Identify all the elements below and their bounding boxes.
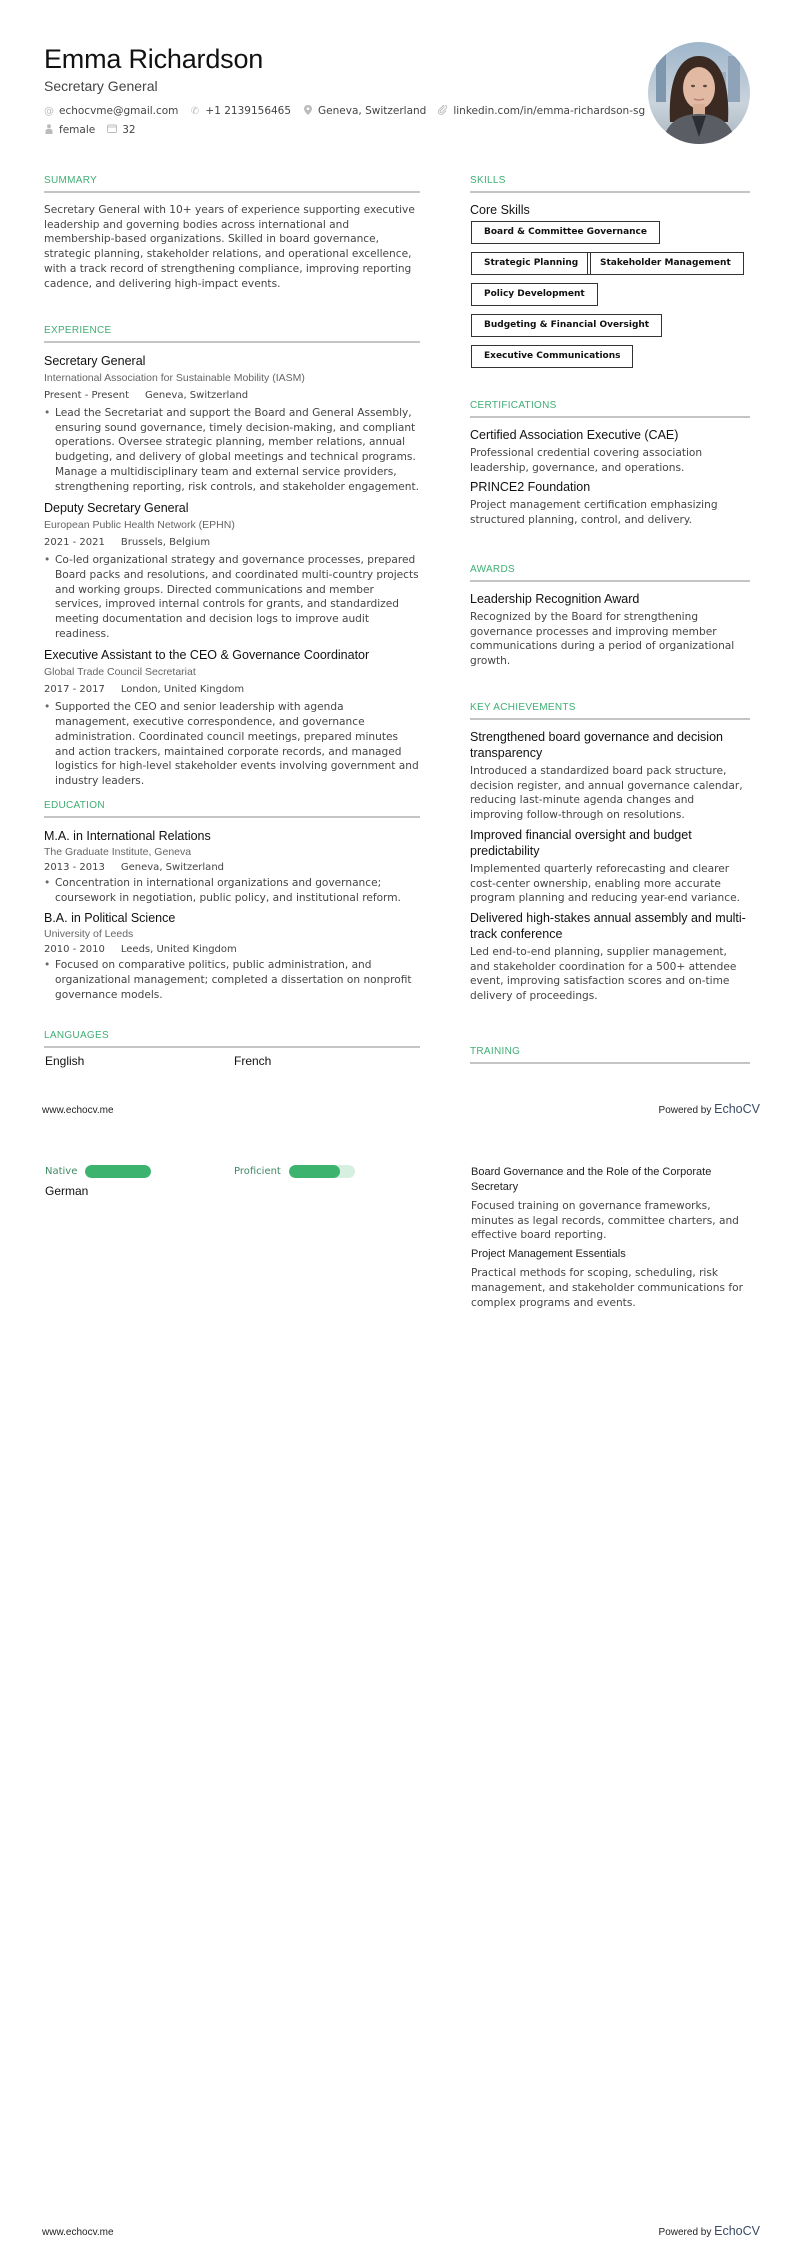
job-location: Brussels, Belgium (120, 537, 211, 549)
job-location: Geneva, Switzerland (145, 390, 249, 401)
footer-powered-by[interactable]: Powered by EchoCV (658, 2224, 760, 2238)
language-level-french: Proficient (234, 1165, 355, 1178)
section-divider (44, 816, 420, 818)
certification-desc: Professional credential covering association leadership, governance, and operations. (470, 447, 703, 474)
job-bullet: • Lead the Secretariat and support the Board and General Assembly, ensuring sound governance, timely decision-making, and compliant operations. Oversee strategic planning, member relations, annual budgeting, and delivery of global meetings and technical programs. Manage a multidisciplinary team and external service providers, strengthening reporting, risk controls, and stakeholder engagement. (44, 407, 419, 493)
skills-heading: SKILLS (470, 175, 506, 186)
education-meta (44, 943, 420, 957)
languages-heading: LANGUAGES (44, 1030, 109, 1041)
certification-item (470, 427, 750, 475)
education-section (44, 800, 420, 1003)
bullet-icon: • (44, 407, 51, 419)
training-items (471, 1165, 751, 1310)
candidate-name: Emma Richardson (44, 44, 264, 74)
contact-age: 32 (107, 124, 135, 136)
job-title: Deputy Secretary General (44, 501, 189, 516)
summary-heading: SUMMARY (44, 175, 98, 186)
job-organization: International Association for Sustainable Mobility (IASM) (44, 372, 305, 384)
achievement-item (470, 729, 750, 823)
education-item (44, 828, 420, 905)
achievements-section (470, 702, 750, 1004)
contact-linkedin[interactable]: linkedin.com/in/emma-richardson-sg (438, 105, 645, 118)
footer-powered-by[interactable]: Powered by EchoCV (658, 1102, 760, 1116)
job-meta (44, 683, 420, 697)
certification-name: Certified Association Executive (CAE) (470, 428, 679, 442)
school-name: University of Leeds (44, 928, 134, 941)
footer-site-link[interactable]: www.echocv.me (42, 2227, 114, 2238)
certification-item (470, 479, 750, 527)
degree-title: M.A. in International Relations (44, 829, 211, 843)
section-divider (470, 416, 750, 418)
education-dates: 2010 - 2010 (44, 944, 105, 956)
contact-gender: female (44, 124, 95, 137)
job-bullet: • Supported the CEO and senior leadership with agenda management, executive correspondence, and governance administration. Coordinated council meetings, prepared minutes and action trackers, maintained corporate records, and managed logistics for high-level stakeholder events involving government and industry leaders. (44, 701, 419, 787)
section-divider (44, 191, 420, 193)
training-item (471, 1165, 751, 1243)
experience-item (44, 353, 420, 494)
training-section (470, 1046, 750, 1064)
skill-chip: Stakeholder Management (587, 252, 744, 275)
language-name-english: English (45, 1054, 85, 1068)
training-title: Board Governance and the Role of the Corporate Secretary (471, 1166, 712, 1193)
degree-title: B.A. in Political Science (44, 911, 176, 926)
summary-section (44, 175, 420, 291)
section-divider (44, 341, 420, 343)
job-dates: 2021 - 2021 (44, 537, 105, 549)
experience-item (44, 500, 420, 641)
education-location: Leeds, United Kingdom (120, 944, 237, 956)
bullet-icon: • (44, 959, 51, 972)
training-title: Project Management Essentials (471, 1248, 626, 1261)
achievement-item (470, 910, 750, 1004)
profile-photo (648, 42, 750, 144)
job-dates: 2017 - 2017 (44, 684, 105, 696)
section-divider (44, 1046, 420, 1048)
awards-section (470, 564, 750, 669)
bullet-icon: • (44, 554, 51, 567)
job-dates: Present - Present (44, 390, 130, 401)
person-icon (44, 124, 53, 137)
skill-chip: Policy Development (471, 283, 598, 306)
skills-section (470, 175, 750, 218)
contact-phone[interactable]: ✆ +1 2139156465 (190, 105, 292, 117)
echocv-brand: EchoCV (714, 2224, 760, 2238)
map-pin-icon (303, 105, 312, 118)
education-heading: EDUCATION (44, 800, 105, 811)
calendar-icon (107, 124, 116, 136)
achievement-item (470, 827, 750, 906)
job-location: London, United Kingdom (120, 684, 245, 696)
training-item (471, 1247, 751, 1310)
certifications-section (470, 400, 750, 528)
language-proficiency-bar (289, 1165, 355, 1178)
link-icon (438, 105, 447, 118)
skills-group-title: Core Skills (470, 203, 530, 217)
achievement-desc: Introduced a standardized board pack structure, decision register, and annual governance calendar, reducing last-minute agenda changes and improving follow-through on resolutions. (470, 765, 743, 822)
phone-icon: ✆ (190, 105, 200, 117)
achievement-desc: Implemented quarterly reforecasting and clearer cost-center ownership, enabling more accurate program planning and reducing year-end variance. (470, 862, 740, 905)
language-proficiency-bar (85, 1165, 151, 1178)
bullet-icon: • (44, 701, 51, 714)
award-desc: Recognized by the Board for strengthening governance processes and improving member communications during a period of organizational growth. (470, 611, 735, 668)
language-name-german: German (45, 1184, 89, 1198)
experience-heading: EXPERIENCE (44, 325, 112, 336)
skill-chip: Executive Communications (471, 345, 633, 368)
footer-site-link[interactable]: www.echocv.me (42, 1105, 114, 1116)
achievement-title: Improved financial oversight and budget predictability (470, 827, 692, 858)
contact-location: Geneva, Switzerland (303, 105, 426, 118)
education-meta (44, 861, 420, 875)
achievements-heading: KEY ACHIEVEMENTS (470, 702, 576, 713)
awards-heading: AWARDS (470, 564, 515, 575)
certifications-heading: CERTIFICATIONS (470, 400, 557, 411)
job-title: Executive Assistant to the CEO & Governance Coordinator (44, 648, 370, 663)
education-bullet: • Concentration in international organizations and governance; coursework in negotiation, public policy, and institutional reform. (44, 877, 401, 904)
training-desc: Focused training on governance frameworks, minutes as legal records, committee charters, and effective board reporting. (471, 1200, 739, 1242)
skill-chip: Budgeting & Financial Oversight (471, 314, 662, 337)
language-level-english: Native (45, 1165, 151, 1178)
job-organization: European Public Health Network (EPHN) (44, 519, 235, 532)
achievement-desc: Led end-to-end planning, supplier management, and stakeholder coordination for a 500+ attendee event, improving satisfaction scores and on-time delivery of proceedings. (470, 945, 737, 1003)
echocv-brand: EchoCV (714, 1102, 760, 1116)
school-name: The Graduate Institute, Geneva (44, 846, 192, 858)
experience-section (44, 325, 420, 789)
certification-name: PRINCE2 Foundation (470, 480, 591, 495)
experience-item (44, 647, 420, 788)
section-divider (470, 718, 750, 720)
contact-row-1 (44, 104, 657, 118)
skill-chip: Strategic Planning (471, 252, 591, 275)
training-heading: TRAINING (470, 1046, 521, 1057)
award-item (470, 591, 750, 669)
education-dates: 2013 - 2013 (44, 862, 105, 873)
job-meta (44, 389, 420, 403)
education-bullet: • Focused on comparative politics, public administration, and organizational management; completed a dissertation on nonprofit governance models. (44, 959, 412, 1001)
contact-email[interactable]: @ echocvme@gmail.com (44, 105, 179, 117)
training-desc: Practical methods for scoping, scheduling, risk management, and stakeholder communications for complex programs and events. (471, 1267, 743, 1309)
certification-desc: Project management certification emphasizing structured planning, control, and delivery. (470, 499, 718, 527)
summary-text: Secretary General with 10+ years of experience supporting executive leadership and governing bodies across international and membership-based organizations. Skilled in board governance, strategic planning, stakeholder relations, and operational excellence, with a track record of strengthening compliance, improving reporting cadence, and delivering high-impact events. (44, 204, 415, 290)
job-title: Secretary General (44, 354, 146, 368)
achievement-title: Delivered high-stakes annual assembly and multi-track conference (470, 910, 746, 941)
education-location: Geneva, Switzerland (120, 862, 224, 873)
job-organization: Global Trade Council Secretariat (44, 666, 196, 679)
job-bullet: • Co-led organizational strategy and governance processes, prepared Board packs and resolutions, and coordinated multi-country projects and working groups. Directed communications and member services, improved internal controls for grants, and standardized meeting documentation and decision logs to improve audit readiness. (44, 554, 419, 640)
contact-row-2 (44, 123, 148, 137)
language-name-french: French (234, 1054, 272, 1068)
languages-section (44, 1030, 420, 1048)
candidate-title: Secretary General (44, 78, 158, 94)
section-divider (470, 1062, 750, 1064)
section-divider (470, 191, 750, 193)
job-meta (44, 536, 420, 550)
achievement-title: Strengthened board governance and decision transparency (470, 730, 723, 760)
award-name: Leadership Recognition Award (470, 592, 640, 606)
education-item (44, 910, 420, 1002)
at-icon: @ (44, 105, 54, 117)
section-divider (470, 580, 750, 582)
bullet-icon: • (44, 877, 51, 889)
skill-chip: Board & Committee Governance (471, 221, 660, 244)
